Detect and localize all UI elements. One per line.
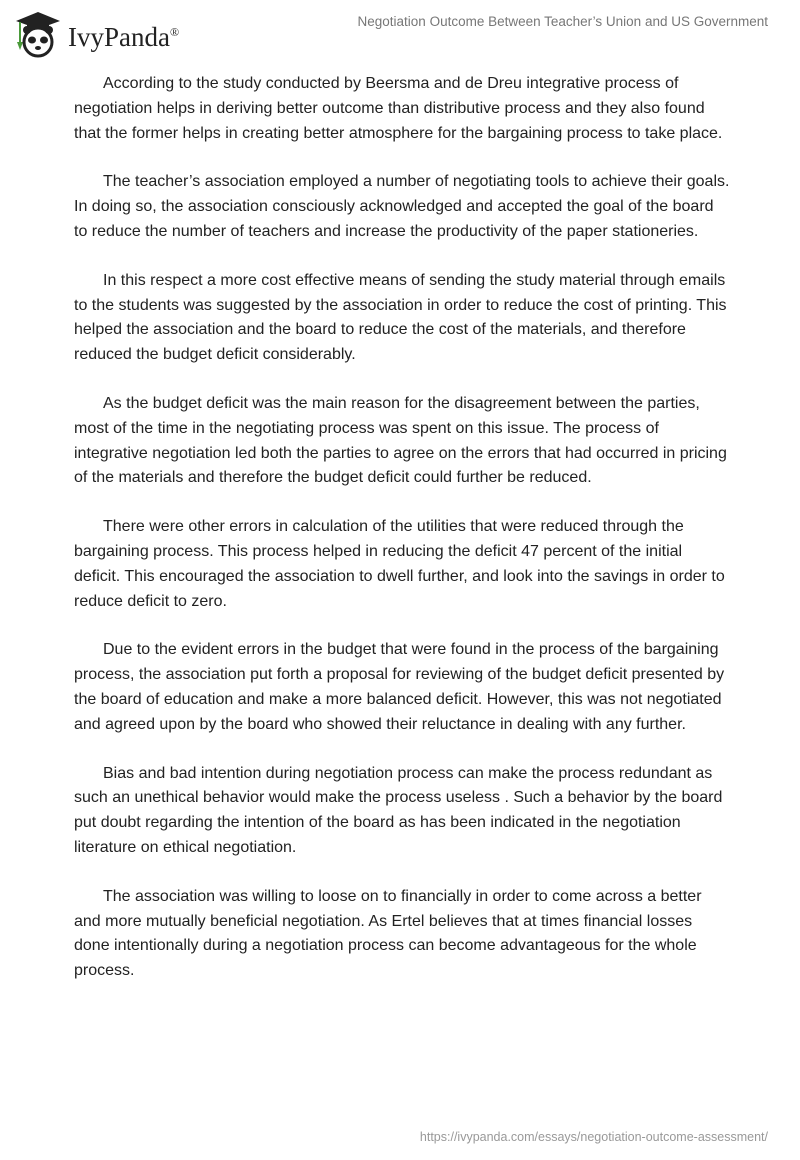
document-title: Negotiation Outcome Between Teacher’s Union and US Government xyxy=(357,14,768,29)
paragraph: The teacher’s association employed a number of negotiating tools to achieve their goals. In doing so, the association consciously acknowledged and accepted the goal of the board to reduce the number of teachers and increase the productivity of the paper stationeries. xyxy=(74,173,730,240)
essay-body xyxy=(74,72,730,1008)
paragraph: Due to the evident errors in the budget that were found in the process of the bargaining process, the association put forth a proposal for reviewing of the budget deficit presented by the board of education and make a more balanced deficit. However, this was not negotiated and agreed upon by the board who showed their reluctance in dealing with any further. xyxy=(74,641,725,733)
panda-graduate-icon xyxy=(12,8,64,60)
paragraph: There were other errors in calculation of the utilities that were reduced through the bargaining process. This process helped in reducing the deficit 47 percent of the initial deficit. This encouraged the association to dwell further, and look into the savings in order to reduce deficit to zero. xyxy=(74,518,725,610)
ivypanda-logo[interactable] xyxy=(12,8,179,60)
paragraph: As the budget deficit was the main reason for the disagreement between the parties, most of the time in the negotiating process was spent on this issue. The process of integrative negotiation led both the parties to agree on the errors that had occurred in pricing of the materials and therefore the budget deficit could further be reduced. xyxy=(74,394,727,487)
paragraph: Bias and bad intention during negotiation process can make the process redundant as such an unethical behavior would make the process useless . Such a behavior by the board put doubt regarding the intention of the board as has been indicated in the negotiation literature on ethical negotiation. xyxy=(74,764,723,856)
logo-text: IvyPanda® xyxy=(68,21,180,52)
paragraph: According to the study conducted by Beersma and de Dreu integrative process of negotiation helps in deriving better outcome than distributive process and they also found that the former helps in creating better atmosphere for the bargaining process to take place. xyxy=(74,75,723,142)
paragraph: The association was willing to loose on to financially in order to come across a better and more mutually beneficial negotiation. As Ertel believes that at times financial losses done intentionally during a negotiation process can become advantageous for the whole process. xyxy=(74,887,702,980)
source-url[interactable]: https://ivypanda.com/essays/negotiation-outcome-assessment/ xyxy=(419,1130,768,1144)
paragraph: In this respect a more cost effective means of sending the study material through emails to the students was suggested by the association in order to reduce the cost of printing. This helped the association and the board to reduce the cost of the materials, and therefore reduced the budget deficit considerably. xyxy=(74,271,727,364)
